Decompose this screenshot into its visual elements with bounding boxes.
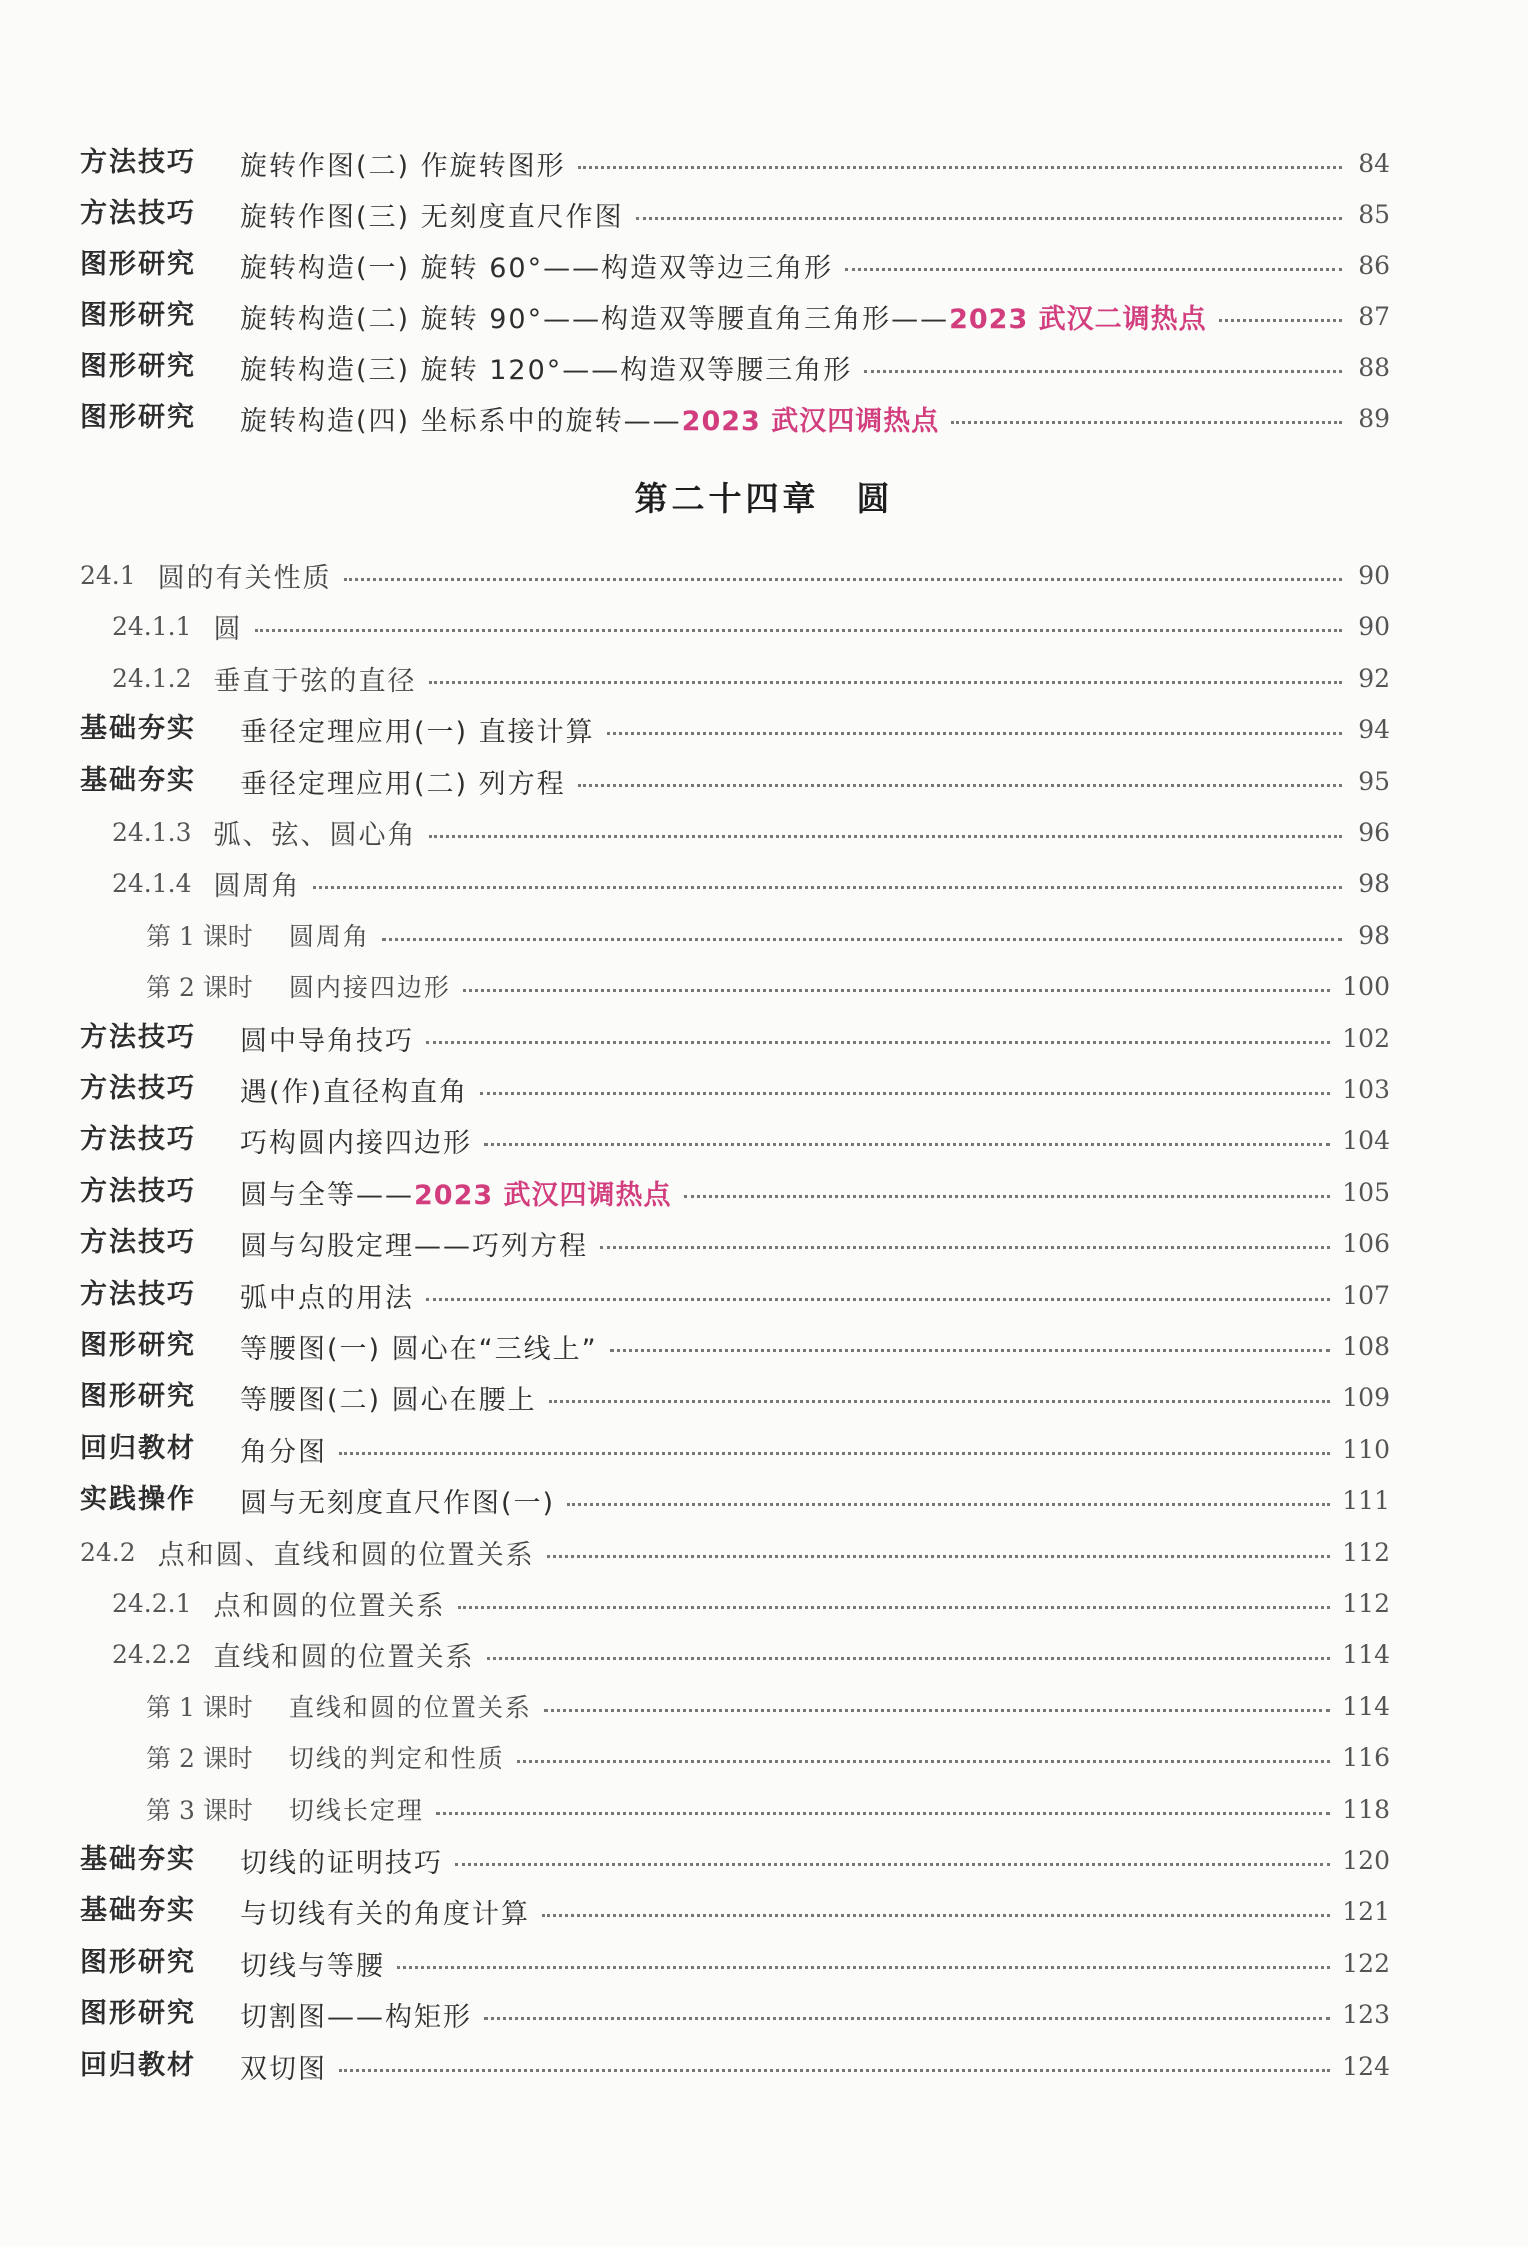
toc-entry[interactable]	[0, 1789, 1528, 1829]
toc-entry[interactable]	[0, 709, 1528, 749]
toc-entry-leader-dots	[426, 1041, 1330, 1044]
toc-entry[interactable]	[0, 1120, 1528, 1160]
toc-entry-title-text: 圆与勾股定理——巧列方程	[240, 1230, 588, 1262]
toc-entry-leader-dots	[429, 835, 1342, 838]
toc-entry[interactable]	[0, 1634, 1528, 1674]
toc-entry-leader-dots	[517, 1760, 1330, 1763]
toc-entry-category: 方法技巧	[80, 1022, 196, 1053]
toc-entry-page-number: 89	[1358, 403, 1390, 433]
toc-entry-leader-dots	[544, 1709, 1330, 1712]
toc-entry-number: 第 3 课时	[146, 1796, 253, 1825]
toc-entry-title-text: 垂径定理应用(一) 直接计算	[240, 716, 595, 748]
toc-entry-page-number: 112	[1342, 1537, 1390, 1567]
toc-entry-title	[214, 1635, 475, 1674]
toc-entry[interactable]	[0, 1480, 1528, 1520]
toc-entry-leader-dots	[547, 1555, 1331, 1558]
toc-entry-title-text: 切线的判定和性质	[288, 1744, 505, 1773]
toc-entry[interactable]	[0, 658, 1528, 698]
toc-entry-title-text: 圆的有关性质	[157, 562, 332, 594]
toc-entry-title	[289, 1739, 505, 1775]
toc-entry-page-number: 84	[1358, 148, 1390, 178]
toc-entry-category: 方法技巧	[80, 147, 196, 178]
toc-entry-leader-dots	[487, 1657, 1331, 1660]
toc-entry-title	[240, 1327, 598, 1366]
toc-entry-title	[240, 246, 833, 285]
toc-entry-category: 实践操作	[80, 1484, 196, 1515]
toc-entry-leader-dots	[484, 1143, 1330, 1146]
toc-entry-category: 图形研究	[80, 1998, 196, 2029]
toc-entry[interactable]	[0, 143, 1528, 183]
toc-entry[interactable]	[0, 1069, 1528, 1109]
toc-entry[interactable]	[0, 1377, 1528, 1417]
toc-entry-page-number: 124	[1342, 2051, 1390, 2081]
toc-entry-page-number: 106	[1342, 1228, 1390, 1258]
toc-entry-category: 图形研究	[80, 300, 196, 331]
toc-entry-page-number: 102	[1342, 1023, 1390, 1053]
toc-entry-title	[240, 1173, 672, 1212]
toc-entry-leader-dots	[578, 166, 1342, 169]
toc-entry-page-number: 104	[1342, 1125, 1390, 1155]
toc-entry-number: 第 2 课时	[146, 1744, 253, 1773]
toc-entry-title	[289, 968, 451, 1004]
toc-entry[interactable]	[0, 1737, 1528, 1777]
toc-entry[interactable]	[0, 1994, 1528, 2034]
toc-entry-category: 方法技巧	[80, 198, 196, 229]
toc-entry-title-text: 与切线有关的角度计算	[240, 1898, 530, 1930]
toc-entry-title-text: 巧构圆内接四边形	[240, 1127, 472, 1159]
toc-entry-title	[240, 1121, 472, 1160]
toc-entry-title	[240, 399, 939, 438]
toc-entry-leader-dots	[542, 1914, 1330, 1917]
toc-entry-page-number: 90	[1358, 611, 1390, 641]
toc-entry-leader-dots	[313, 886, 1342, 889]
toc-entry-leader-dots	[610, 1349, 1331, 1352]
toc-entry-page-number: 122	[1342, 1948, 1390, 1978]
toc-entry-leader-dots	[636, 217, 1342, 220]
toc-entry[interactable]	[0, 1429, 1528, 1469]
toc-entry-title-text: 圆周角	[213, 870, 301, 902]
toc-entry[interactable]	[0, 1891, 1528, 1931]
toc-entry-title	[158, 556, 332, 595]
toc-entry-leader-dots	[436, 1812, 1330, 1815]
toc-entry[interactable]	[0, 1943, 1528, 1983]
toc-entry-title	[240, 144, 566, 183]
toc-entry[interactable]	[0, 245, 1528, 285]
toc-entry-category: 方法技巧	[80, 1124, 196, 1155]
toc-entry-category: 基础夯实	[80, 1895, 196, 1926]
toc-entry-category: 图形研究	[80, 1947, 196, 1978]
toc-entry-page-number: 86	[1358, 250, 1390, 280]
toc-entry-leader-dots	[607, 732, 1342, 735]
toc-entry-page-number: 109	[1342, 1382, 1390, 1412]
toc-entry-leader-dots	[549, 1400, 1331, 1403]
toc-entry-category: 方法技巧	[80, 1227, 196, 1258]
toc-entry-page-number: 120	[1342, 1845, 1390, 1875]
toc-entry-page-number: 92	[1358, 663, 1390, 693]
toc-entry-leader-dots	[951, 421, 1342, 424]
toc-entry-number: 第 1 课时	[146, 922, 253, 951]
toc-entry-title	[240, 1944, 385, 1983]
toc-entry-leader-dots	[429, 681, 1342, 684]
toc-entry-title-text: 垂径定理应用(二) 列方程	[240, 768, 566, 800]
toc-entry-leader-dots	[397, 1966, 1330, 1969]
toc-entry-category: 方法技巧	[80, 1176, 196, 1207]
toc-entry-page-number: 108	[1342, 1331, 1390, 1361]
toc-entry-title-text: 圆中导角技巧	[240, 1025, 414, 1057]
toc-entry-category: 图形研究	[80, 402, 196, 433]
toc-entry-category: 方法技巧	[80, 1279, 196, 1310]
toc-entry-title-text: 圆与全等——	[240, 1179, 414, 1211]
toc-entry-page-number: 98	[1358, 868, 1390, 898]
toc-entry-title	[158, 1533, 535, 1572]
toc-entry-category: 图形研究	[80, 351, 196, 382]
toc-entry-title	[240, 1430, 327, 1469]
toc-entry[interactable]	[0, 1840, 1528, 1880]
toc-entry-title-text: 等腰图(一) 圆心在“三线上”	[240, 1333, 598, 1365]
toc-entry-leader-dots	[255, 629, 1342, 632]
toc-entry-page-number: 87	[1358, 301, 1390, 331]
toc-entry-title-text: 双切图	[240, 2053, 327, 2085]
toc-entry-title	[214, 813, 417, 852]
toc-entry-page-number: 88	[1358, 352, 1390, 382]
toc-entry[interactable]	[0, 812, 1528, 852]
toc-entry-highlight: 2023 武汉二调热点	[949, 303, 1207, 335]
toc-entry[interactable]	[0, 1686, 1528, 1726]
toc-entry-title	[214, 864, 301, 903]
toc-entry-title-text: 弧、弦、圆心角	[213, 819, 417, 851]
toc-entry-page-number: 105	[1342, 1177, 1390, 1207]
toc-entry-leader-dots	[339, 1452, 1330, 1455]
toc-entry-title-text: 旋转作图(二) 作旋转图形	[240, 150, 566, 182]
toc-entry-page-number: 121	[1342, 1896, 1390, 1926]
toc-entry-number: 24.1.1	[112, 611, 192, 641]
toc-entry-title-text: 圆	[213, 613, 243, 645]
toc-entry-category: 基础夯实	[80, 713, 196, 744]
toc-entry-page-number: 116	[1342, 1742, 1390, 1772]
toc-entry-title-text: 切线的证明技巧	[240, 1847, 443, 1879]
toc-entry-number: 第 1 课时	[146, 1693, 253, 1722]
toc-entry-title	[240, 1276, 414, 1315]
toc-entry-title-text: 切割图——构矩形	[240, 2001, 472, 2033]
toc-entry-number: 24.1	[80, 560, 136, 590]
toc-entry[interactable]	[0, 863, 1528, 903]
toc-entry-title-text: 直线和圆的位置关系	[213, 1641, 475, 1673]
toc-entry-number: 24.1.3	[112, 817, 192, 847]
toc-entry-title	[240, 348, 852, 387]
toc-entry-title	[240, 710, 595, 749]
toc-entry-page-number: 112	[1342, 1588, 1390, 1618]
toc-entry-title-text: 旋转作图(三) 无刻度直尺作图	[240, 201, 624, 233]
toc-entry-number: 24.2.1	[112, 1588, 192, 1618]
toc-entry-title	[289, 917, 370, 953]
toc-entry-title	[240, 195, 624, 234]
toc-entry[interactable]	[0, 1532, 1528, 1572]
toc-entry-title-text: 点和圆的位置关系	[213, 1590, 446, 1622]
toc-entry-leader-dots	[480, 1092, 1330, 1095]
toc-entry[interactable]	[0, 2046, 1528, 2086]
toc-entry-page-number: 94	[1358, 714, 1390, 744]
toc-entry-leader-dots	[864, 370, 1342, 373]
chapter-heading: 第二十四章 圆	[634, 479, 894, 518]
toc-entry[interactable]	[0, 398, 1528, 438]
toc-entry-page-number: 114	[1342, 1691, 1390, 1721]
toc-entry-page-number: 118	[1342, 1794, 1390, 1824]
toc-entry-number: 24.2.2	[112, 1639, 192, 1669]
toc-entry-title	[289, 1791, 424, 1827]
toc-entry-title	[240, 1019, 414, 1058]
toc-entry-leader-dots	[1219, 319, 1342, 322]
toc-entry-leader-dots	[845, 268, 1342, 271]
toc-entry-title	[240, 297, 1207, 336]
toc-entry-category: 基础夯实	[80, 765, 196, 796]
toc-entry-leader-dots	[455, 1863, 1330, 1866]
toc-entry-leader-dots	[567, 1503, 1330, 1506]
toc-entry-title	[214, 659, 417, 698]
toc-entry[interactable]	[0, 915, 1528, 955]
toc-entry-category: 回归教材	[80, 1433, 196, 1464]
toc-entry-title-text: 旋转构造(一) 旋转 60°——构造双等边三角形	[240, 252, 834, 284]
toc-entry[interactable]	[0, 296, 1528, 336]
toc-entry[interactable]	[0, 966, 1528, 1006]
toc-entry-leader-dots	[344, 578, 1342, 581]
toc-entry-title-text: 旋转构造(三) 旋转 120°——构造双等腰三角形	[240, 354, 853, 386]
toc-entry-page-number: 111	[1342, 1485, 1390, 1515]
toc-entry-title-text: 点和圆、直线和圆的位置关系	[157, 1539, 535, 1571]
toc-entry-title	[240, 1892, 530, 1931]
toc-entry-leader-dots	[600, 1246, 1330, 1249]
toc-entry-page-number: 98	[1358, 920, 1390, 950]
toc-entry-title	[240, 1481, 555, 1520]
toc-entry-number: 24.1.2	[112, 663, 192, 693]
toc-entry-highlight: 2023 武汉四调热点	[414, 1179, 672, 1211]
toc-entry-category: 图形研究	[80, 1330, 196, 1361]
toc-entry-page-number: 107	[1342, 1280, 1390, 1310]
toc-entry[interactable]	[0, 555, 1528, 595]
toc-entry-title	[240, 1070, 468, 1109]
toc-entry-title-text: 切线与等腰	[240, 1950, 385, 1982]
toc-entry-category: 方法技巧	[80, 1073, 196, 1104]
toc-entry[interactable]	[0, 1223, 1528, 1263]
toc-entry-category: 图形研究	[80, 1381, 196, 1412]
toc-entry-title	[240, 762, 566, 801]
toc-entry-title	[214, 607, 243, 646]
toc-entry-page-number: 103	[1342, 1074, 1390, 1104]
toc-entry-title-text: 等腰图(二) 圆心在腰上	[240, 1384, 537, 1416]
toc-entry-number: 24.2	[80, 1537, 136, 1567]
toc-entry-title-text: 圆与无刻度直尺作图(一)	[240, 1487, 556, 1519]
toc-entry-title	[240, 2047, 327, 2086]
toc-entry-title-text: 旋转构造(四) 坐标系中的旋转——	[240, 405, 682, 437]
toc-entry-category: 基础夯实	[80, 1844, 196, 1875]
toc-entry[interactable]	[0, 194, 1528, 234]
toc-entry-category: 回归教材	[80, 2050, 196, 2081]
toc-entry-page-number: 110	[1342, 1434, 1390, 1464]
toc-entry-title	[240, 1841, 443, 1880]
toc-entry-leader-dots	[339, 2069, 1330, 2072]
toc-entry-leader-dots	[382, 938, 1342, 941]
toc-entry-leader-dots	[684, 1195, 1331, 1198]
toc-entry-page-number: 123	[1342, 1999, 1390, 2029]
toc-entry-title-text: 遇(作)直径构直角	[240, 1076, 469, 1108]
toc-entry-page-number: 85	[1358, 199, 1390, 229]
toc-entry-leader-dots	[463, 989, 1330, 992]
toc-entry-page-number: 90	[1358, 560, 1390, 590]
toc-entry-page-number: 114	[1342, 1639, 1390, 1669]
toc-entry-highlight: 2023 武汉四调热点	[681, 405, 940, 437]
toc-entry-leader-dots	[578, 784, 1342, 787]
toc-entry-title-text: 角分图	[240, 1436, 327, 1468]
toc-entry-title-text: 弧中点的用法	[240, 1282, 414, 1314]
toc-entry-page-number: 96	[1358, 817, 1390, 847]
toc-entry-title	[240, 1224, 588, 1263]
toc-entry[interactable]	[0, 1172, 1528, 1212]
toc-entry[interactable]	[0, 347, 1528, 387]
toc-entry-title-text: 圆周角	[288, 922, 370, 951]
toc-entry[interactable]	[0, 1275, 1528, 1315]
toc-entry-number: 24.1.4	[112, 868, 192, 898]
toc-entry-title-text: 旋转构造(二) 旋转 90°——构造双等腰直角三角形——	[240, 303, 950, 335]
toc-entry-title-text: 直线和圆的位置关系	[288, 1693, 532, 1722]
toc-entry-title	[214, 1584, 446, 1623]
toc-entry-title	[240, 1378, 537, 1417]
toc-entry[interactable]	[0, 761, 1528, 801]
toc-entry-title-text: 圆内接四边形	[288, 973, 451, 1002]
toc-entry-page-number: 95	[1358, 766, 1390, 796]
toc-entry-category: 图形研究	[80, 249, 196, 280]
toc-entry-page-number: 100	[1342, 971, 1390, 1001]
toc-entry[interactable]	[0, 1583, 1528, 1623]
toc-entry-leader-dots	[458, 1606, 1331, 1609]
toc-entry-title	[240, 1995, 472, 2034]
toc-entry[interactable]	[0, 1018, 1528, 1058]
toc-entry-title	[289, 1688, 532, 1724]
toc-entry-title-text: 垂直于弦的直径	[213, 665, 417, 697]
toc-entry[interactable]	[0, 606, 1528, 646]
toc-entry[interactable]	[0, 1326, 1528, 1366]
toc-entry-leader-dots	[426, 1298, 1330, 1301]
toc-entry-title-text: 切线长定理	[288, 1796, 424, 1825]
toc-entry-leader-dots	[484, 2017, 1330, 2020]
toc-entry-number: 第 2 课时	[146, 973, 253, 1002]
